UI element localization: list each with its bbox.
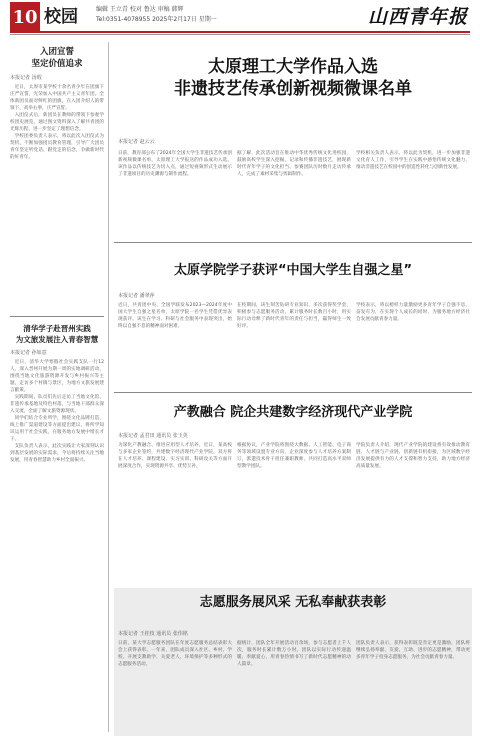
newspaper-logo: 山西青年报: [367, 6, 468, 28]
left-article-2-byline: 本报记者 孙如意: [10, 350, 47, 356]
column-divider: [108, 42, 109, 732]
article-1-byline: 本报记者 赵云云: [118, 139, 155, 145]
left-article-1-title: 入团宣誓 坚定价值追求: [31, 47, 83, 69]
editor-line: 编辑 王立青 校对 鲁达 审稿 韩辉: [96, 6, 184, 13]
article-4-byline: 本报记者 王桂枝 通讯员 张伟铭: [118, 631, 188, 637]
article-3-headline: 产教融合 院企共建数字经济现代产业学院: [173, 405, 413, 420]
left-article-1-byline: 本报记者 汤瑕: [10, 75, 42, 81]
left-article-2-title: 清华学子赴晋州实践 为文旅发展注入青春智慧: [15, 324, 99, 344]
article-3-body: 为深化产教融合、推进应用型人才培养，近日，某高校与多家企业签约，共建数字经济现代产业学院。双方将在人才培养、课程建设、实习实训、科研攻关等方面开展深度合作，实现资源共享、优势互补。 根据协议，产业学院将围绕大数据、人工智能、电子商务等领域设置专业方向，企业深度参与人才培养方案制订，派遣技术骨干担任兼职教师，共同打造高水平双师型教学团队。 学院负责人介绍，现代产业学院的建设将有效推动教育链、人才链与产业链、创新链有机衔接，为区域数字经济发展提供有力的人才支撑和智力支持，助力地方经济高质量发展。: [118, 443, 470, 469]
masthead: [0, 0, 480, 40]
left-column: [10, 42, 104, 723]
article-1-headline: 太原理工大学作品入选 非遗技艺传承创新视频微课名单: [174, 57, 412, 99]
article-divider: [114, 242, 472, 243]
left-article-1-body: 近日，太原市某学校十余名青少年在团旗下庄严宣誓，光荣加入中国共产主义青年团。全体新团员面对鲜红的团旗，在入团介绍人的带领下，高举右拳，庄严宣誓。 入团仪式后，新团员在教师的带领下参观学校团史展览，通过图文资料深入了解共青团的光辉历程，进一步坚定了理想信念。 学校团委负责人表示，将以此次入团仪式为契机，不断加强团员教育管理，引导广大团员青年坚定听党话、跟党走的信念，争做新时代的好青年。: [10, 85, 104, 160]
masthead-rule-thin: [10, 34, 470, 35]
article-1-body: 日前，教育部公布了2024年全国大学生非遗技艺传承创新视频微课名单，太原理工大学报送的作品成功入选。该作品以传统技艺为切入点，通过短视频形式生动展示了非遗项目的历史渊源与制作流程。 据了解，此次活动旨在推动中华优秀传统文化进校园，鼓励高校学生深入挖掘、记录和传播非遗技艺，展现新时代青年学子的文化担当。参赛团队历时数月走访传承人，完成了素材采集与剪辑制作。 学校相关负责人表示，将以此为契机，进一步加强非遗文化育人工作，引导学生在实践中感悟传统文化魅力，推动非遗技艺在校园中的创造性转化与创新性发展。: [118, 151, 470, 177]
left-article-1: [10, 42, 104, 310]
article-4-headline: 志愿服务展风采 无私奉献获表彰: [199, 595, 387, 610]
page-number: 10: [10, 2, 40, 32]
article-3-byline: 本报记者 孟君田 通讯员 张玉英: [118, 433, 188, 439]
section-title: 校园: [44, 7, 78, 27]
article-divider: [114, 392, 472, 393]
article-2-headline: 太原学院学子获评“中国大学生自强之星”: [173, 263, 413, 278]
masthead-rule: [10, 31, 470, 33]
article-4-body: 日前，某大学志愿服务团队在年度志愿服务总结表彰大会上获得表彰。一年来，团队成员深入社区、乡村、学校，开展支教助学、关爱老人、环境保护等多种形式的志愿服务活动。 据统计，团队全年开展活动百余场，参与志愿者上千人次，服务时长累计数万小时。团队以实际行动传递温暖、奉献爱心，用青春热情书写了新时代志愿精神的动人篇章。 团队负责人表示，获得表彰既是肯定更是激励，团队将继续弘扬奉献、友爱、互助、进步的志愿精神，带动更多青年学子投身志愿服务，为社会贡献青春力量。: [118, 641, 470, 667]
left-article-2: [10, 323, 104, 723]
left-divider: [10, 316, 104, 317]
date-line: Tel:0351-4078955 2025年2月17日 星期一: [96, 16, 217, 23]
article-2-byline: 本报记者 潘翠萍: [118, 293, 155, 299]
left-article-2-body: 近日，清华大学寒假社会实践支队一行12人，深入晋州开展为期一周的实地调研活动，围绕当地文化旅游资源开发与乡村振兴等主题，走访多个村镇与景区，为地方文旅发展建言献策。 实践期间，队员们先后走访了当地文化馆、非遗传承基地及特色村落，与当地干部群众深入交流，全面了解文旅资源现状。 同学们结合专业所学，围绕文化品牌打造、线上推广渠道建设等方面提出建议，将所学知识运用于社会实践，在服务地方发展中增长才干。 支队负责人表示，此次实践让大家深刻认识到基层发展的实际需求，今后将持续关注当地发展，用青春智慧助力乡村全面振兴。: [10, 360, 104, 463]
article-2-body: 近日，共青团中央、全国学联发布2023—2024年度中国大学生自强之星名单，太原学院一名学生凭借优异表现获评。该生在学习、科研与社会服务中表现突出，始终以自强不息的精神面对困难。 在校期间，该生刻苦钻研专业知识，多次获得奖学金，积极参与志愿服务活动，累计服务时长数百小时，用实际行动诠释了新时代青年的责任与担当，赢得师生一致好评。 学校表示，将以榜样力量激励更多青年学子自强不息、奋发有为，在实现个人成长的同时，为服务地方经济社会发展贡献青春力量。: [118, 303, 470, 329]
